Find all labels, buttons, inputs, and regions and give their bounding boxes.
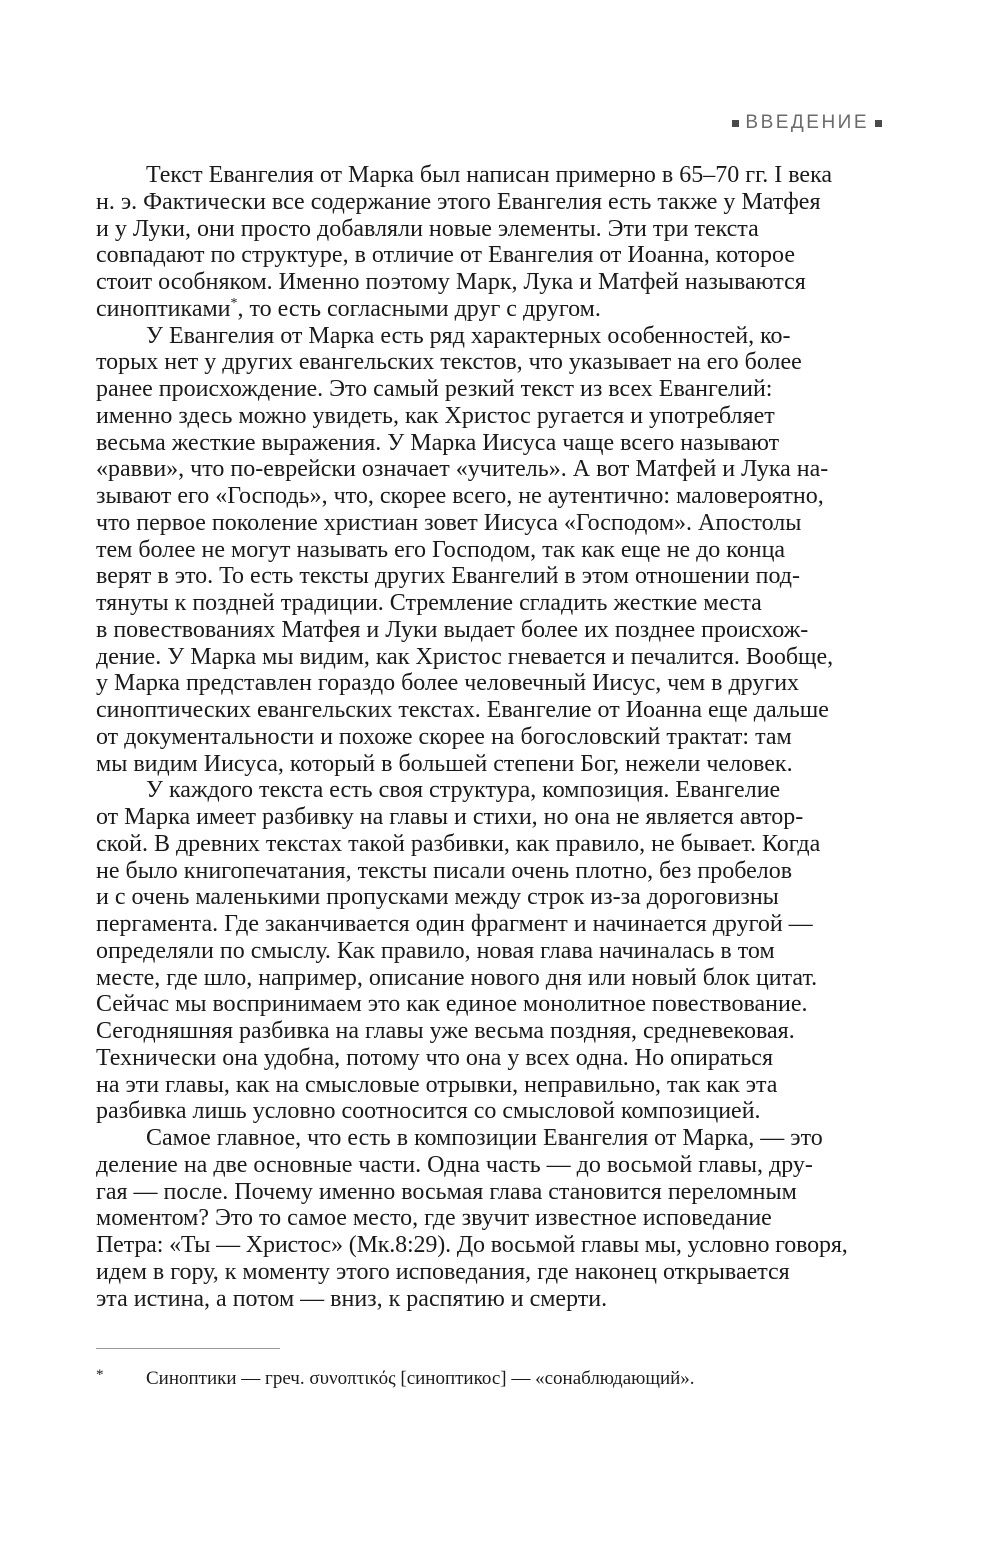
text-line: н. э. Фактически все содержание этого Евангелия есть также у Матфея (96, 188, 821, 215)
paragraph-3 (96, 777, 848, 1125)
text-line: ранее происхождение. Это самый резкий текст из всех Евангелий: (96, 376, 773, 402)
square-bullet-icon (875, 120, 882, 127)
text-line: синоптических евангельских текстах. Евангелие от Иоанна еще дальше (96, 697, 829, 723)
paragraph-4 (96, 1125, 848, 1312)
text-line: месте, где шло, например, описание нового дня или новый блок цитат. (96, 964, 818, 991)
text-line (96, 296, 848, 323)
text-line: что первое поколение христиан зовет Иисуса «Господом». Апостолы (96, 509, 802, 536)
text-line: Сейчас мы воспринимаем это как единое монолитное повествование. (96, 991, 808, 1018)
text-line: деление на две основные части. Одна часть — до восьмой главы, дру- (96, 1151, 813, 1178)
text-line: торых нет у других евангельских текстов, что указывает на его более (96, 349, 802, 376)
text-line: эта истина, а потом — вниз, к распятию и смерти. (96, 1285, 608, 1312)
text-line: верят в это. То есть тексты других Евангелий в этом отношении под- (96, 563, 801, 590)
text-line: определяли по смыслу. Как правило, новая глава начиналась в том (96, 937, 775, 964)
text-line: в повествованиях Матфея и Луки выдает более их позднее происхож- (96, 616, 809, 643)
paragraph-2 (96, 323, 848, 778)
text-line: совпадают по структуре, в отличие от Евангелия от Иоанна, которое (96, 242, 795, 269)
text-line: дение. У Марка мы видим, как Христос гневается и печалится. Вообще, (96, 643, 834, 670)
text-line: Технически она удобна, потому что она у всех одна. Но опираться (96, 1044, 773, 1071)
text-line: именно здесь можно увидеть, как Христос ругается и употребляет (96, 402, 775, 429)
text-line: Сегодняшняя разбивка на главы уже весьма поздняя, средневековая. (96, 1018, 795, 1044)
text-fragment: , то есть согласными друг с другом. (237, 295, 601, 322)
running-head (732, 112, 882, 134)
text-line: весьма жесткие выражения. У Марка Иисуса чаще всего называют (96, 429, 780, 456)
text-line: тем более не могут называть его Господом, так как еще не до конца (96, 536, 786, 563)
text-line: гая — после. Почему именно восьмая глава становится переломным (96, 1178, 797, 1205)
section-title: ВВЕДЕНИЕ (745, 112, 869, 133)
text-line: стоит особняком. Именно поэтому Марк, Лука и Матфей называются (96, 269, 806, 295)
footnote-text: Синоптики — греч. συνοπτικός [синоптикос] — «сонаблюдающий». (146, 1368, 695, 1389)
text-line: от документальности и похоже скорее на богословский трактат: там (96, 723, 792, 750)
text-line: идем в гору, к моменту этого исповедания, где наконец открывается (96, 1258, 790, 1285)
text-line: пергамента. Где заканчивается один фрагмент и начинается другой — (96, 911, 813, 937)
footnote (96, 1367, 848, 1391)
text-line: «равви», что по-еврейски означает «учитель». А вот Матфей и Лука на- (96, 456, 829, 483)
text-line: У каждого текста есть своя структура, композиция. Евангелие (146, 777, 781, 804)
text-line: у Марка представлен гораздо более человечный Иисус, чем в других (96, 670, 800, 697)
text-line: и с очень маленькими пропусками между строк из-за дороговизны (96, 884, 779, 911)
text-line: от Марка имеет разбивку на главы и стихи, но она не является автор- (96, 804, 804, 830)
text-line: на эти главы, как на смысловые отрывки, неправильно, так как эта (96, 1071, 778, 1098)
text-line: Самое главное, что есть в композиции Евангелия от Марка, — это (146, 1125, 823, 1151)
text-fragment: синоптиками (96, 295, 231, 322)
footnote-reference[interactable]: * (230, 295, 238, 311)
paragraph-1 (96, 162, 848, 323)
text-line: разбивка лишь условно соотносится со смысловой композицией. (96, 1098, 761, 1125)
text-line: У Евангелия от Марка есть ряд характерных особенностей, ко- (146, 322, 791, 349)
square-bullet-icon (732, 120, 739, 127)
footnote-divider (96, 1348, 280, 1349)
text-line: тянуты к поздней традиции. Стремление сгладить жесткие места (96, 590, 762, 616)
body-text (96, 162, 848, 1312)
text-line: не было книгопечатания, тексты писали очень плотно, без пробелов (96, 857, 793, 884)
text-line: и у Луки, они просто добавляли новые элементы. Эти три текста (96, 215, 759, 242)
text-line: мы видим Иисуса, который в большей степени Бог, нежели человек. (96, 750, 793, 777)
text-line: моментом? Это то самое место, где звучит известное исповедание (96, 1205, 772, 1232)
text-line: Петра: «Ты — Христос» (Мк.8:29). До восьмой главы мы, условно говоря, (96, 1232, 848, 1258)
text-line: ской. В древних текстах такой разбивки, как правило, не бывает. Когда (96, 830, 821, 857)
text-line: Текст Евангелия от Марка был написан примерно в 65–70 гг. I века (146, 162, 833, 188)
footnote-mark: * (96, 1367, 104, 1383)
text-line: зывают его «Господь», что, скорее всего, не аутентично: маловероятно, (96, 483, 824, 509)
